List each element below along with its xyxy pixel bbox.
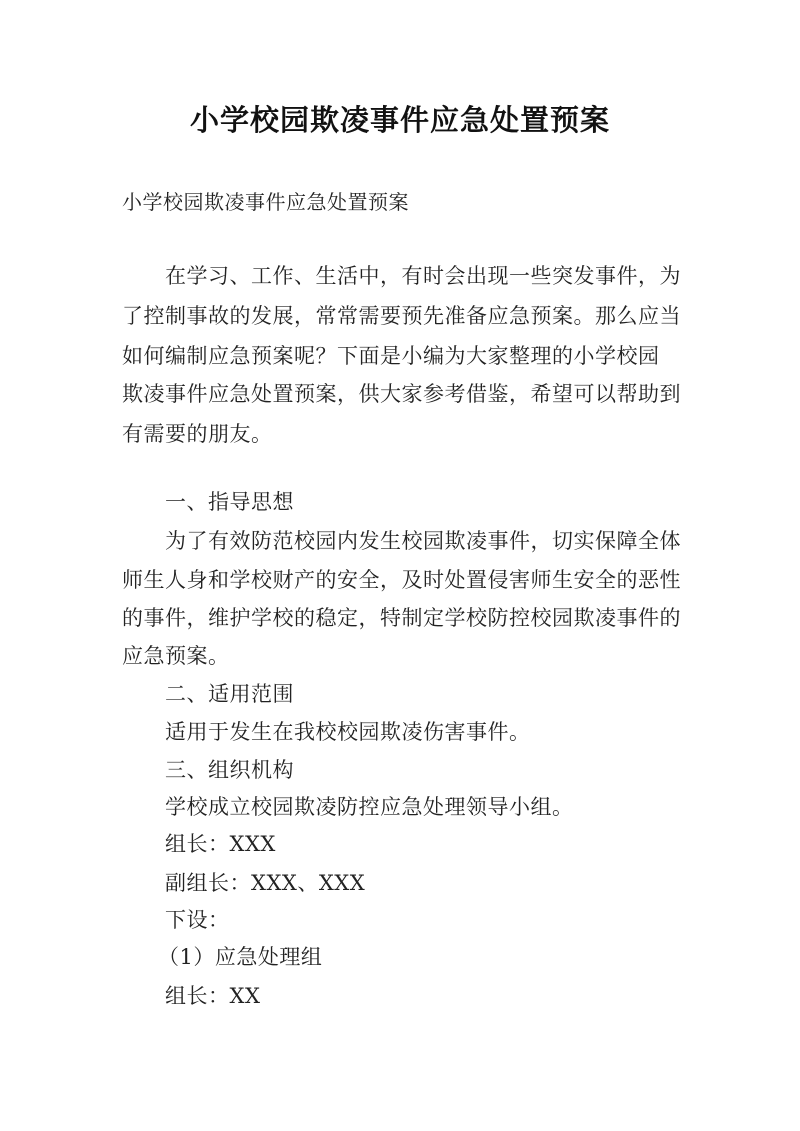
intro-paragraph-line: 如何编制应急预案呢？下面是小编为大家整理的小学校园 xyxy=(122,344,660,368)
intro-paragraph-line: 欺凌事件应急处置预案，供大家参考借鉴，希望可以帮助到 xyxy=(122,382,681,406)
section-heading-organization: 三、组织机构 xyxy=(165,758,294,782)
intro-paragraph-line: 在学习、工作、生活中，有时会出现一些突发事件，为 xyxy=(165,264,681,288)
section-paragraph-line: 的事件，维护学校的稳定，特制定学校防控校园欺凌事件的 xyxy=(122,606,681,630)
section-paragraph-line: 为了有效防范校园内发生校园欺凌事件，切实保障全体 xyxy=(165,529,681,553)
document-title: 小学校园欺凌事件应急处置预案 xyxy=(189,103,610,137)
section-paragraph-line: 应急预案。 xyxy=(122,644,230,668)
emergency-group-item: （1）应急处理组 xyxy=(158,945,323,969)
deputy-leader-line: 副组长：XXX、XXX xyxy=(165,871,366,895)
group-leader-line: 组长：XXX xyxy=(165,832,276,856)
emergency-group-leader-line: 组长：XX xyxy=(165,984,261,1008)
section-heading-scope: 二、适用范围 xyxy=(165,682,294,706)
intro-paragraph-line: 了控制事故的发展，常常需要预先准备应急预案。那么应当 xyxy=(122,304,681,328)
section-heading-guiding-principle: 一、指导思想 xyxy=(165,490,294,514)
subdivision-label: 下设： xyxy=(165,908,230,932)
document-subtitle: 小学校园欺凌事件应急处置预案 xyxy=(122,190,409,214)
section-paragraph-line: 师生人身和学校财产的安全，及时处置侵害师生安全的恶性 xyxy=(122,568,681,592)
section-paragraph-line: 适用于发生在我校校园欺凌伤害事件。 xyxy=(165,720,531,744)
section-paragraph-line: 学校成立校园欺凌防控应急处理领导小组。 xyxy=(165,795,574,819)
intro-paragraph-line: 有需要的朋友。 xyxy=(122,422,273,446)
